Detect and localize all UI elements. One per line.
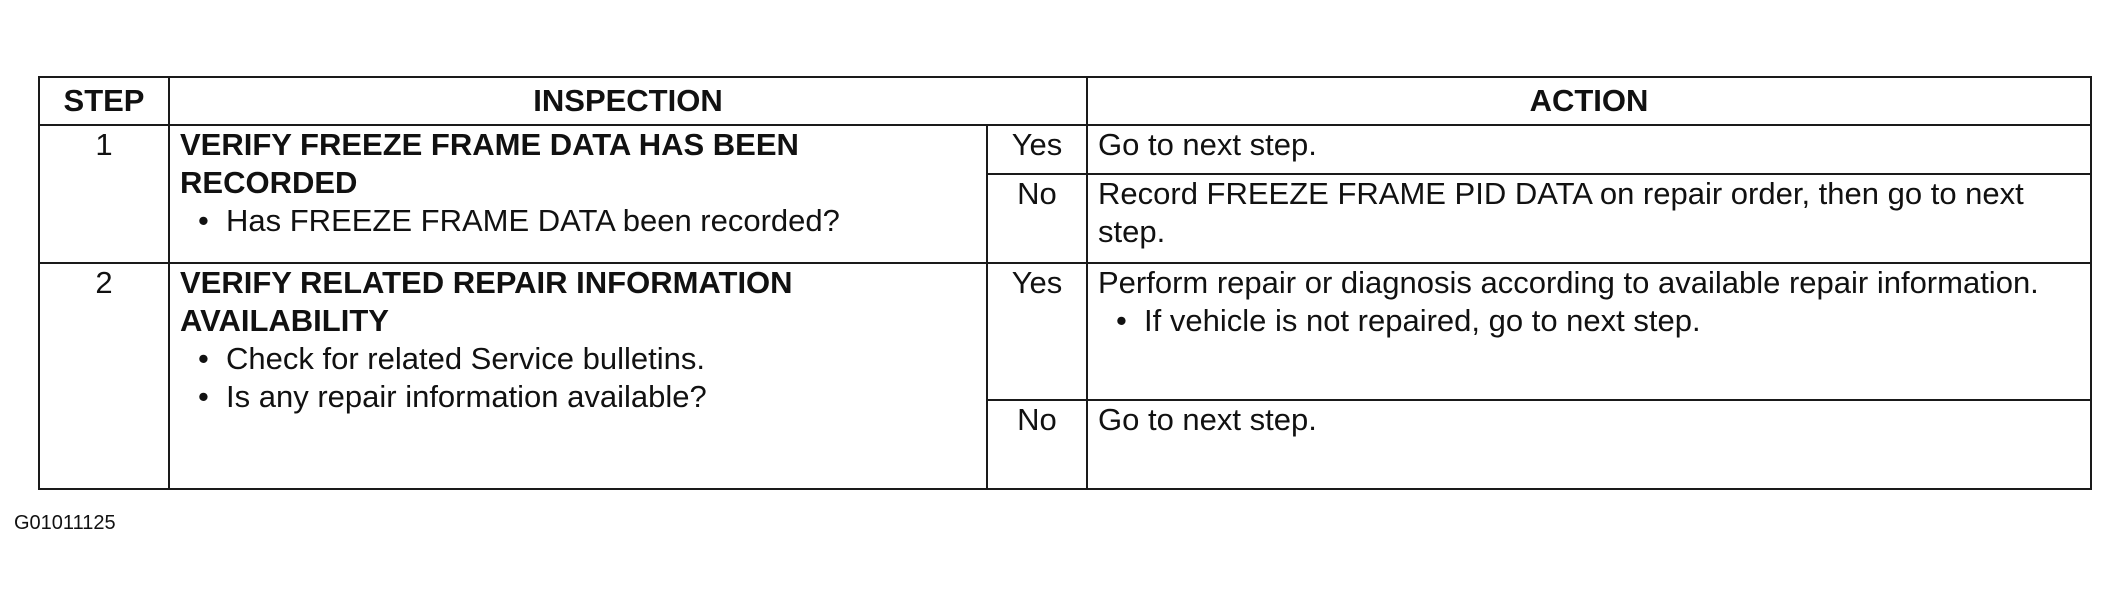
header-row xyxy=(39,77,2091,125)
inspection-bullets xyxy=(180,202,976,240)
figure-id: G01011125 xyxy=(14,512,116,534)
header-action: ACTION xyxy=(1087,77,2091,125)
step-2-yes-row xyxy=(39,263,2091,399)
no-label: No xyxy=(987,174,1087,263)
no-action: Record FREEZE FRAME PID DATA on repair order, then go to next step. xyxy=(1087,174,2091,263)
yes-label: Yes xyxy=(987,263,1087,399)
action-bullet: • If vehicle is not repaired, go to next step. xyxy=(1098,302,2080,340)
inspection-title: VERIFY RELATED REPAIR INFORMATION AVAILABILITY xyxy=(180,265,793,339)
step-number: 2 xyxy=(39,263,169,489)
no-label: No xyxy=(987,400,1087,490)
inspection-title: VERIFY FREEZE FRAME DATA HAS BEEN RECORDED xyxy=(180,127,799,200)
inspection-bullet: • Check for related Service bulletins. xyxy=(180,340,976,378)
header-inspection: INSPECTION xyxy=(169,77,1087,125)
step-1-yes-row xyxy=(39,125,2091,174)
action-bullets xyxy=(1098,302,2080,340)
yes-action: Go to next step. xyxy=(1087,125,2091,174)
yes-label: Yes xyxy=(987,125,1087,174)
diagnostic-table xyxy=(38,76,2092,490)
inspection-bullet: • Is any repair information available? xyxy=(180,378,976,416)
inspection-cell xyxy=(169,125,987,263)
inspection-cell xyxy=(169,263,987,489)
inspection-bullets xyxy=(180,340,976,416)
yes-action-cell xyxy=(1087,263,2091,399)
step-number: 1 xyxy=(39,125,169,263)
inspection-bullet: • Has FREEZE FRAME DATA been recorded? xyxy=(180,202,976,240)
yes-action: Perform repair or diagnosis according to available repair information. xyxy=(1098,265,2039,301)
header-step: STEP xyxy=(39,77,169,125)
no-action: Go to next step. xyxy=(1087,400,2091,490)
